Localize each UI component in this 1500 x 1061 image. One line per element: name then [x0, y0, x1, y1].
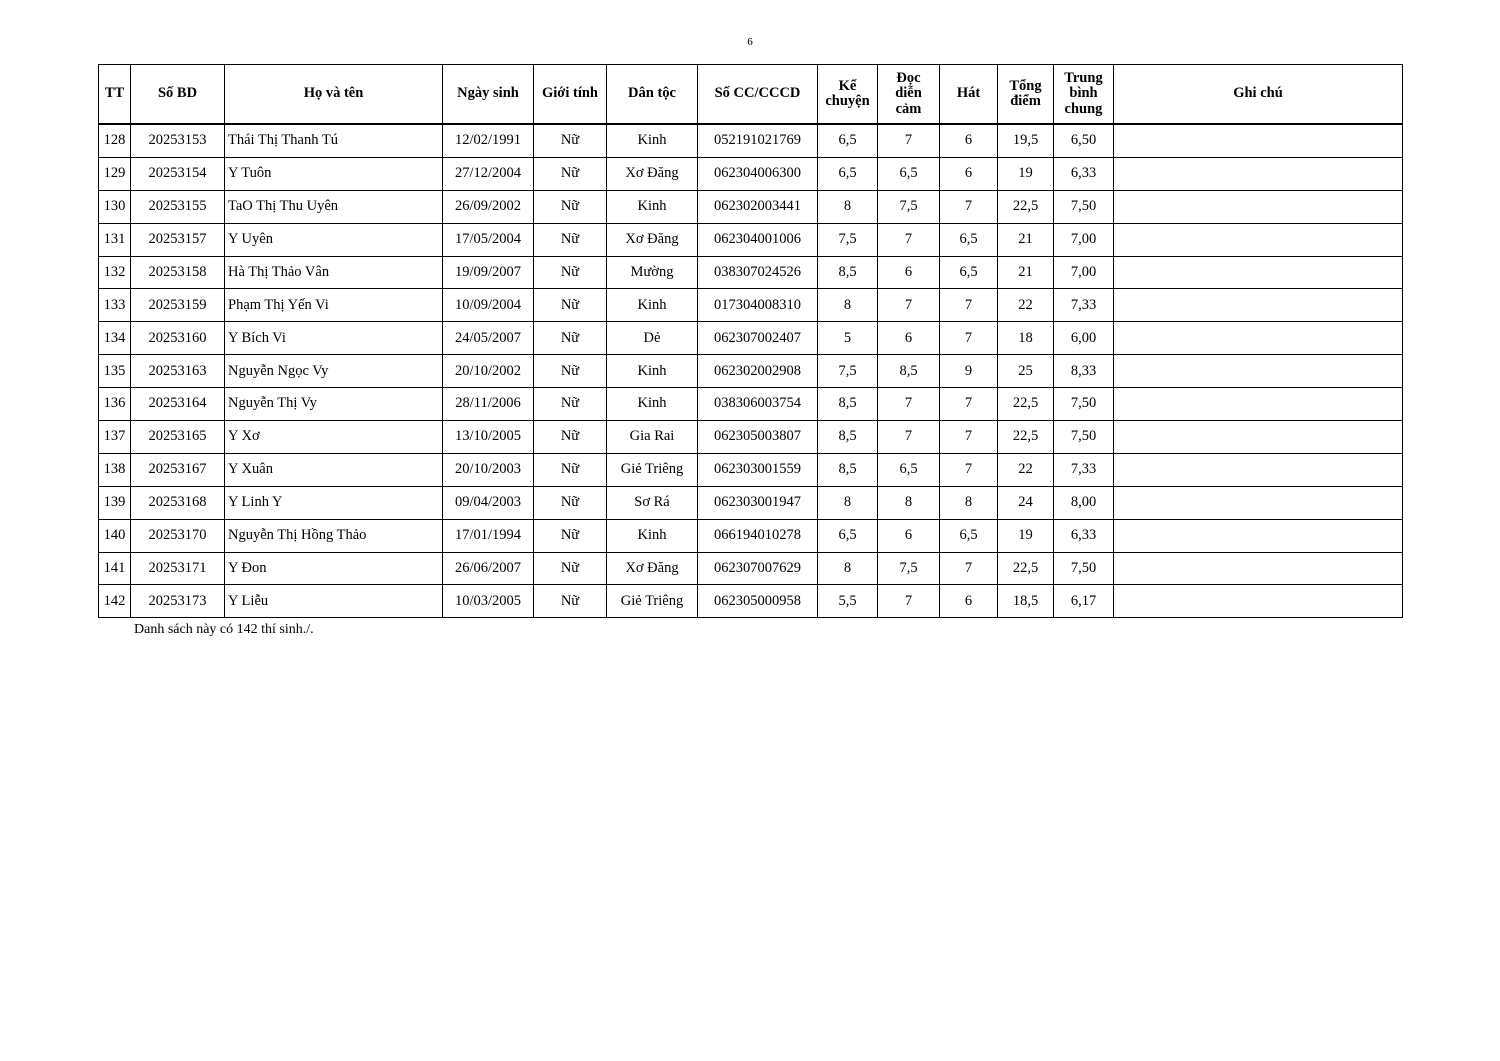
table-header-row: [99, 65, 1403, 125]
cell-sbd: 20253154: [131, 157, 225, 190]
cell-tong-diem: 18,5: [998, 585, 1054, 618]
table-row: [99, 519, 1403, 552]
cell-hat: 6: [940, 124, 998, 157]
table-row: [99, 388, 1403, 421]
header-sbd: Số BD: [131, 65, 225, 125]
cell-gender: Nữ: [534, 486, 607, 519]
cell-id: 062304001006: [698, 223, 818, 256]
cell-gender: Nữ: [534, 190, 607, 223]
cell-tt: 131: [99, 223, 131, 256]
cell-ethnicity: Kinh: [607, 355, 698, 388]
cell-sbd: 20253163: [131, 355, 225, 388]
cell-gender: Nữ: [534, 519, 607, 552]
cell-tong-diem: 25: [998, 355, 1054, 388]
table-row: [99, 289, 1403, 322]
table-row: [99, 322, 1403, 355]
cell-name: Nguyễn Thị Hồng Thảo: [225, 519, 443, 552]
cell-ghi-chu: [1114, 486, 1403, 519]
cell-hat: 8: [940, 486, 998, 519]
cell-name: Nguyễn Ngọc Vy: [225, 355, 443, 388]
header-tong-diem: [998, 65, 1054, 125]
cell-doc-dien-cam: 7: [878, 421, 940, 454]
cell-id: 066194010278: [698, 519, 818, 552]
cell-tong-diem: 22: [998, 453, 1054, 486]
cell-dob: 26/09/2002: [443, 190, 534, 223]
table-row: [99, 453, 1403, 486]
cell-trung-binh: 7,50: [1054, 421, 1114, 454]
cell-ghi-chu: [1114, 519, 1403, 552]
table-row: [99, 256, 1403, 289]
cell-id: 038307024526: [698, 256, 818, 289]
cell-name: Y Đon: [225, 552, 443, 585]
cell-ke-chuyen: 8: [818, 190, 878, 223]
cell-gender: Nữ: [534, 289, 607, 322]
cell-id: 062304006300: [698, 157, 818, 190]
cell-ke-chuyen: 7,5: [818, 223, 878, 256]
cell-dob: 20/10/2003: [443, 453, 534, 486]
cell-gender: Nữ: [534, 223, 607, 256]
header-name: Họ và tên: [225, 65, 443, 125]
cell-tt: 134: [99, 322, 131, 355]
cell-trung-binh: 6,17: [1054, 585, 1114, 618]
cell-name: Phạm Thị Yến Vi: [225, 289, 443, 322]
table-row: [99, 124, 1403, 157]
cell-dob: 17/01/1994: [443, 519, 534, 552]
cell-ke-chuyen: 7,5: [818, 355, 878, 388]
cell-ethnicity: Dẻ: [607, 322, 698, 355]
cell-name: Y Xơ: [225, 421, 443, 454]
cell-dob: 10/03/2005: [443, 585, 534, 618]
cell-ethnicity: Giẻ Triêng: [607, 453, 698, 486]
cell-gender: Nữ: [534, 157, 607, 190]
cell-trung-binh: 6,33: [1054, 157, 1114, 190]
cell-ethnicity: Kinh: [607, 289, 698, 322]
cell-tong-diem: 19: [998, 519, 1054, 552]
cell-gender: Nữ: [534, 552, 607, 585]
cell-tt: 130: [99, 190, 131, 223]
header-tt: TT: [99, 65, 131, 125]
cell-name: Thái Thị Thanh Tú: [225, 124, 443, 157]
table-row: [99, 223, 1403, 256]
cell-tt: 141: [99, 552, 131, 585]
cell-ethnicity: Kinh: [607, 124, 698, 157]
cell-trung-binh: 7,50: [1054, 388, 1114, 421]
cell-hat: 7: [940, 289, 998, 322]
cell-hat: 6: [940, 157, 998, 190]
cell-sbd: 20253164: [131, 388, 225, 421]
cell-trung-binh: 7,50: [1054, 552, 1114, 585]
cell-tt: 128: [99, 124, 131, 157]
header-trung-binh-line: Trung: [1064, 70, 1103, 87]
header-doc-dien-cam-line: diễn: [895, 85, 922, 102]
header-ethnicity: Dân tộc: [607, 65, 698, 125]
cell-trung-binh: 8,00: [1054, 486, 1114, 519]
cell-tong-diem: 21: [998, 223, 1054, 256]
cell-sbd: 20253165: [131, 421, 225, 454]
cell-ethnicity: Kinh: [607, 388, 698, 421]
cell-sbd: 20253158: [131, 256, 225, 289]
cell-ke-chuyen: 6,5: [818, 157, 878, 190]
cell-tt: 135: [99, 355, 131, 388]
cell-ke-chuyen: 5,5: [818, 585, 878, 618]
cell-id: 062303001559: [698, 453, 818, 486]
header-ke-chuyen-line: chuyện: [825, 93, 870, 109]
cell-gender: Nữ: [534, 453, 607, 486]
cell-ghi-chu: [1114, 124, 1403, 157]
cell-ke-chuyen: 8,5: [818, 453, 878, 486]
cell-ethnicity: Mường: [607, 256, 698, 289]
cell-dob: 27/12/2004: [443, 157, 534, 190]
cell-tt: 140: [99, 519, 131, 552]
header-doc-dien-cam: [878, 65, 940, 125]
cell-ghi-chu: [1114, 388, 1403, 421]
cell-sbd: 20253159: [131, 289, 225, 322]
cell-trung-binh: 6,50: [1054, 124, 1114, 157]
cell-hat: 9: [940, 355, 998, 388]
cell-sbd: 20253173: [131, 585, 225, 618]
cell-dob: 17/05/2004: [443, 223, 534, 256]
cell-dob: 13/10/2005: [443, 421, 534, 454]
table-row: [99, 355, 1403, 388]
cell-name: Y Liễu: [225, 585, 443, 618]
cell-doc-dien-cam: 6,5: [878, 453, 940, 486]
footer-note: Danh sách này có 142 thí sinh./.: [134, 622, 314, 637]
cell-tt: 138: [99, 453, 131, 486]
header-dob: Ngày sinh: [443, 65, 534, 125]
cell-doc-dien-cam: 8,5: [878, 355, 940, 388]
cell-doc-dien-cam: 7: [878, 289, 940, 322]
cell-tong-diem: 22,5: [998, 552, 1054, 585]
cell-trung-binh: 7,00: [1054, 223, 1114, 256]
cell-name: Y Tuôn: [225, 157, 443, 190]
header-tong-diem-line: Tổng: [1009, 77, 1042, 94]
cell-ke-chuyen: 8: [818, 552, 878, 585]
cell-doc-dien-cam: 7: [878, 223, 940, 256]
cell-name: Nguyễn Thị Vy: [225, 388, 443, 421]
cell-ke-chuyen: 5: [818, 322, 878, 355]
cell-doc-dien-cam: 7: [878, 585, 940, 618]
cell-ghi-chu: [1114, 355, 1403, 388]
cell-tong-diem: 22,5: [998, 388, 1054, 421]
cell-ghi-chu: [1114, 453, 1403, 486]
cell-dob: 26/06/2007: [443, 552, 534, 585]
cell-ethnicity: Sơ Rá: [607, 486, 698, 519]
cell-hat: 7: [940, 388, 998, 421]
cell-doc-dien-cam: 7: [878, 124, 940, 157]
cell-gender: Nữ: [534, 585, 607, 618]
cell-doc-dien-cam: 7,5: [878, 190, 940, 223]
cell-ke-chuyen: 8,5: [818, 421, 878, 454]
cell-ethnicity: Kinh: [607, 190, 698, 223]
cell-gender: Nữ: [534, 355, 607, 388]
cell-tong-diem: 21: [998, 256, 1054, 289]
cell-id: 062303001947: [698, 486, 818, 519]
cell-tong-diem: 22,5: [998, 190, 1054, 223]
cell-name: Y Xuân: [225, 453, 443, 486]
cell-doc-dien-cam: 8: [878, 486, 940, 519]
cell-name: Y Uyên: [225, 223, 443, 256]
cell-name: Hà Thị Thảo Vân: [225, 256, 443, 289]
cell-id: 017304008310: [698, 289, 818, 322]
cell-ghi-chu: [1114, 157, 1403, 190]
cell-hat: 6,5: [940, 256, 998, 289]
cell-trung-binh: 7,33: [1054, 289, 1114, 322]
header-ke-chuyen-line: Kể: [838, 77, 857, 94]
table-row: [99, 190, 1403, 223]
cell-hat: 6,5: [940, 519, 998, 552]
cell-name: Y Linh Y: [225, 486, 443, 519]
table-row: [99, 486, 1403, 519]
cell-hat: 7: [940, 421, 998, 454]
cell-hat: 7: [940, 453, 998, 486]
cell-ke-chuyen: 8,5: [818, 388, 878, 421]
cell-sbd: 20253153: [131, 124, 225, 157]
table-row: [99, 421, 1403, 454]
cell-trung-binh: 7,33: [1054, 453, 1114, 486]
cell-ethnicity: Xơ Đăng: [607, 157, 698, 190]
cell-tt: 129: [99, 157, 131, 190]
cell-dob: 24/05/2007: [443, 322, 534, 355]
cell-ghi-chu: [1114, 256, 1403, 289]
cell-ghi-chu: [1114, 289, 1403, 322]
cell-ethnicity: Gia Rai: [607, 421, 698, 454]
cell-ethnicity: Kinh: [607, 519, 698, 552]
header-doc-dien-cam-line: cảm: [895, 100, 922, 117]
cell-doc-dien-cam: 6: [878, 256, 940, 289]
cell-hat: 6,5: [940, 223, 998, 256]
cell-tong-diem: 24: [998, 486, 1054, 519]
cell-tt: 139: [99, 486, 131, 519]
cell-hat: 7: [940, 190, 998, 223]
header-trung-binh: [1054, 65, 1114, 125]
cell-sbd: 20253171: [131, 552, 225, 585]
cell-gender: Nữ: [534, 256, 607, 289]
cell-tong-diem: 18: [998, 322, 1054, 355]
cell-dob: 19/09/2007: [443, 256, 534, 289]
header-ghi-chu: Ghi chú: [1114, 65, 1403, 125]
cell-sbd: 20253168: [131, 486, 225, 519]
cell-gender: Nữ: [534, 124, 607, 157]
cell-hat: 7: [940, 322, 998, 355]
cell-ghi-chu: [1114, 190, 1403, 223]
cell-ghi-chu: [1114, 421, 1403, 454]
header-trung-binh-line: chung: [1064, 100, 1103, 117]
cell-ghi-chu: [1114, 223, 1403, 256]
cell-gender: Nữ: [534, 421, 607, 454]
cell-ghi-chu: [1114, 585, 1403, 618]
cell-doc-dien-cam: 6: [878, 322, 940, 355]
cell-doc-dien-cam: 6,5: [878, 157, 940, 190]
results-table: [98, 64, 1403, 618]
cell-sbd: 20253157: [131, 223, 225, 256]
cell-hat: 6: [940, 585, 998, 618]
cell-trung-binh: 6,33: [1054, 519, 1114, 552]
cell-dob: 12/02/1991: [443, 124, 534, 157]
cell-ghi-chu: [1114, 322, 1403, 355]
cell-doc-dien-cam: 7: [878, 388, 940, 421]
cell-sbd: 20253167: [131, 453, 225, 486]
cell-id: 062305000958: [698, 585, 818, 618]
cell-tt: 132: [99, 256, 131, 289]
cell-ke-chuyen: 8: [818, 289, 878, 322]
header-gender: Giới tính: [534, 65, 607, 125]
cell-ethnicity: Xơ Đăng: [607, 223, 698, 256]
cell-gender: Nữ: [534, 322, 607, 355]
cell-dob: 09/04/2003: [443, 486, 534, 519]
cell-tt: 137: [99, 421, 131, 454]
cell-tong-diem: 19: [998, 157, 1054, 190]
cell-dob: 10/09/2004: [443, 289, 534, 322]
cell-ethnicity: Giẻ Triêng: [607, 585, 698, 618]
cell-gender: Nữ: [534, 388, 607, 421]
cell-name: TaO Thị Thu Uyên: [225, 190, 443, 223]
cell-trung-binh: 8,33: [1054, 355, 1114, 388]
cell-hat: 7: [940, 552, 998, 585]
cell-ke-chuyen: 6,5: [818, 519, 878, 552]
cell-ke-chuyen: 8,5: [818, 256, 878, 289]
cell-trung-binh: 7,50: [1054, 190, 1114, 223]
cell-dob: 28/11/2006: [443, 388, 534, 421]
cell-ghi-chu: [1114, 552, 1403, 585]
cell-name: Y Bích Vi: [225, 322, 443, 355]
cell-ke-chuyen: 6,5: [818, 124, 878, 157]
cell-ethnicity: Xơ Đăng: [607, 552, 698, 585]
cell-sbd: 20253170: [131, 519, 225, 552]
cell-trung-binh: 6,00: [1054, 322, 1114, 355]
header-hat: Hát: [940, 65, 998, 125]
cell-trung-binh: 7,00: [1054, 256, 1114, 289]
header-tong-diem-line: điểm: [1010, 93, 1041, 109]
cell-tong-diem: 22: [998, 289, 1054, 322]
cell-id: 062307007629: [698, 552, 818, 585]
cell-tt: 133: [99, 289, 131, 322]
table-row: [99, 157, 1403, 190]
cell-tong-diem: 22,5: [998, 421, 1054, 454]
cell-sbd: 20253155: [131, 190, 225, 223]
cell-dob: 20/10/2002: [443, 355, 534, 388]
cell-sbd: 20253160: [131, 322, 225, 355]
cell-id: 062307002407: [698, 322, 818, 355]
page-number: 6: [747, 36, 753, 48]
cell-id: 062302002908: [698, 355, 818, 388]
table-row: [99, 552, 1403, 585]
cell-id: 062302003441: [698, 190, 818, 223]
header-doc-dien-cam-line: Đọc: [896, 70, 921, 87]
cell-doc-dien-cam: 6: [878, 519, 940, 552]
header-ke-chuyen: [818, 65, 878, 125]
cell-id: 038306003754: [698, 388, 818, 421]
cell-doc-dien-cam: 7,5: [878, 552, 940, 585]
cell-ke-chuyen: 8: [818, 486, 878, 519]
table-row: [99, 585, 1403, 618]
cell-tt: 136: [99, 388, 131, 421]
cell-tt: 142: [99, 585, 131, 618]
cell-id: 052191021769: [698, 124, 818, 157]
header-trung-binh-line: bình: [1069, 85, 1098, 102]
cell-tong-diem: 19,5: [998, 124, 1054, 157]
header-id: Số CC/CCCD: [698, 65, 818, 125]
cell-id: 062305003807: [698, 421, 818, 454]
